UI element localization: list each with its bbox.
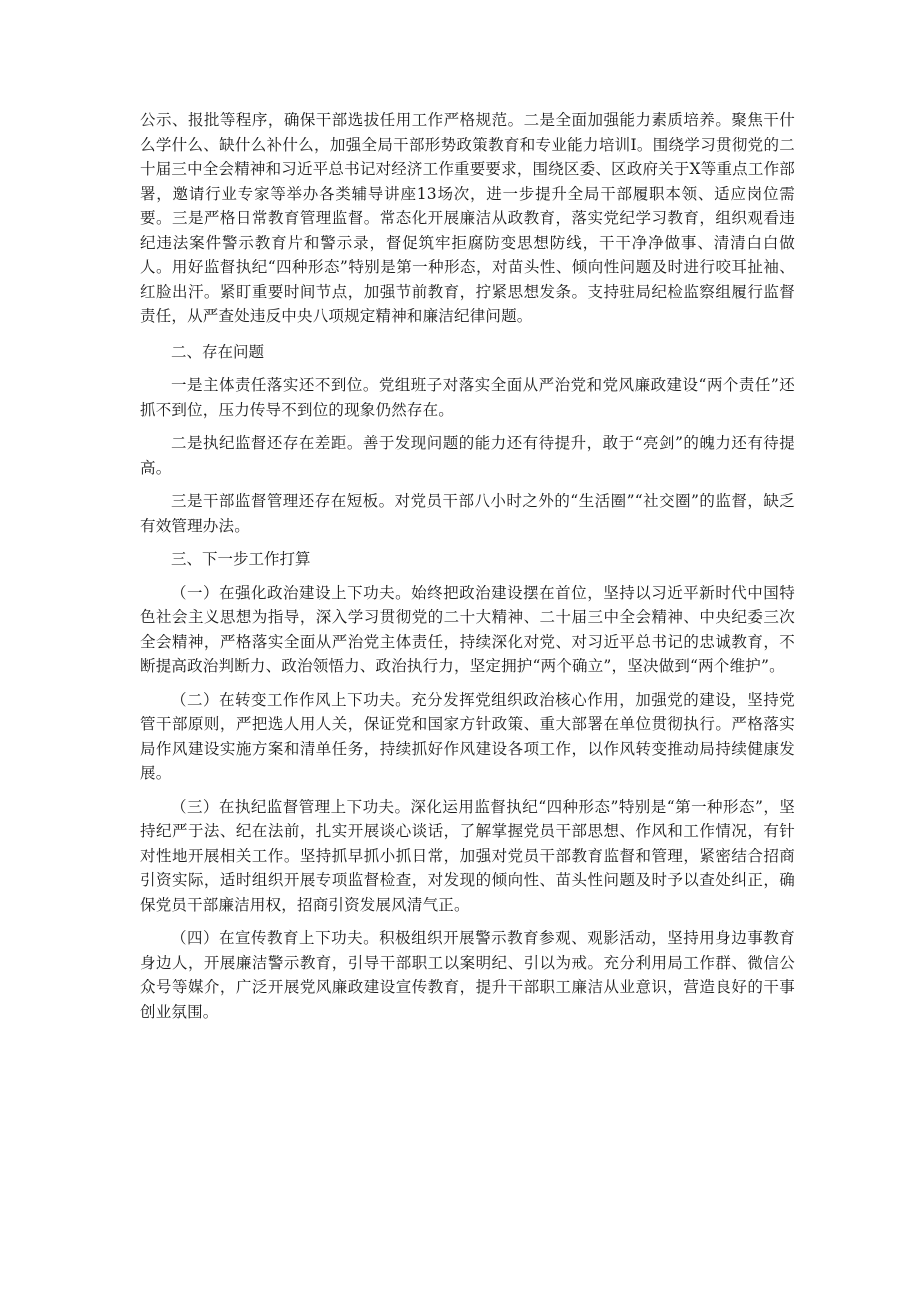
problem-paragraph-2: 二是执纪监督还存在差距。善于发现问题的能力还有待提升，敢于“亮剑”的魄力还有待提高。 [140,434,795,477]
plan-paragraph-3: （三）在执纪监督管理上下功夫。深化运用监督执纪“四种形态”特别是“第一种形态”，坚持纪严于法、纪在法前，扎实开展谈心谈话，了解掌握党员干部思想、作风和工作情况，有针对性地开展相关工作。坚持抓早抓小抓日常，加强对党员干部教育监督和管理，紧密结合招商引资实际，适时组织开展专项监督检查，对发现的倾向性、苗头性问题及时予以查处纠正，确保党员干部廉洁用权，招商引资发展风清气正。 [140,797,795,914]
problem-paragraph-1: 一是主体责任落实还不到位。党组班子对落实全面从严治党和党风廉政建设“两个责任”还抓不到位，压力传导不到位的现象仍然存在。 [140,376,795,419]
plan-paragraph-1: （一）在强化政治建设上下功夫。始终把政治建设摆在首位，坚持以习近平新时代中国特色社会主义思想为指导，深入学习贯彻党的二十大精神、二十届三中全会精神、中央纪委三次全会精神，严格落实全面从严治党主体责任，持续深化对党、对习近平总书记的忠诚教育，不断提高政治判断力、政治领悟力、政治执行力，坚定拥护“两个确立”，坚决做到“两个维护”。 [140,583,795,675]
section-heading-next-steps: 三、下一步工作打算 [171,550,311,568]
plan-paragraph-4: （四）在宣传教育上下功夫。积极组织开展警示教育参观、观影活动，坚持用身边事教育身边人，开展廉洁警示教育，引导干部职工以案明纪、引以为戒。充分利用局工作群、微信公众号等媒介，广泛开展党风廉政建设宣传教育，提升干部职工廉洁从业意识，营造良好的干事创业氛围。 [140,929,795,1021]
problem-paragraph-3: 三是干部监督管理还存在短板。对党员干部八小时之外的“生活圈”“社交圈”的监督，缺乏有效管理办法。 [140,492,795,535]
intro-paragraph: 公示、报批等程序，确保干部选拔任用工作严格规范。二是全面加强能力素质培养。聚焦干什么学什么、缺什么补什么，加强全局干部形势政策教育和专业能力培训I。围绕学习贯彻党的二十届三中全会精神和习近平总书记对经济工作重要要求，围绕区委、区政府关于X等重点工作部署，邀请行业专家等举办各类辅导讲座13场次，进一步提升全局干部履职本领、适应岗位需要。三是严格日常教育管理监督。常态化开展廉洁从政教育，落实党纪学习教育，组织观看违纪违法案件警示教育片和警示录，督促筑牢拒腐防变思想防线，干干净净做事、清清白白做人。用好监督执纪“四种形态”特别是第一种形态，对苗头性、倾向性问题及时进行咬耳扯袖、红脸出汗。紧盯重要时间节点，加强节前教育，拧紧思想发条。支持驻局纪检监察组履行监督责任，从严查处违反中央八项规定精神和廉洁纪律问题。 [140,111,795,325]
section-heading-problems: 二、存在问题 [171,342,265,361]
document-page [140,108,795,1024]
plan-paragraph-2: （二）在转变工作作风上下功夫。充分发挥党组织政治核心作用，加强党的建设，坚持党管干部原则，严把选人用人关，保证党和国家方针政策、重大部署在单位贯彻执行。严格落实局作风建设实施方案和清单任务，持续抓好作风建设各项工作，以作风转变推动局持续健康发展。 [140,690,795,782]
